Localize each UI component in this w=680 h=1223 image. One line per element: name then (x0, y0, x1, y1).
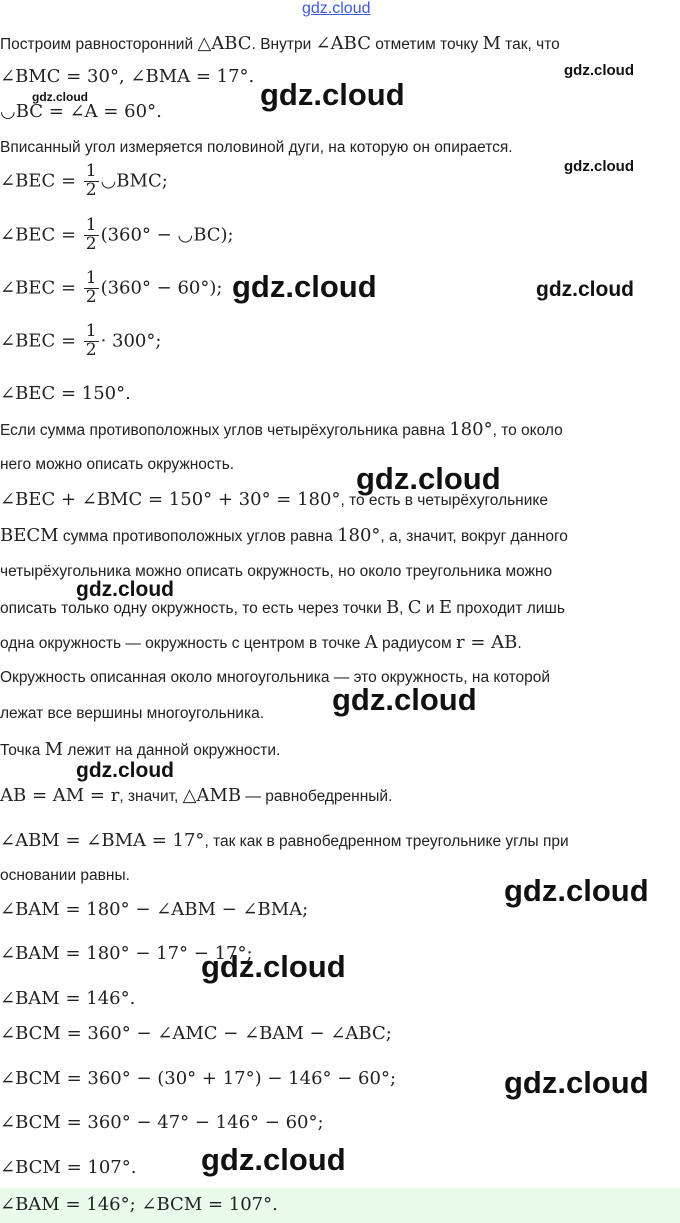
text: — равнобедренный. (241, 788, 393, 805)
text: , так как в равнобедренном треугольнике углы при (204, 833, 569, 850)
watermark: gdz.cloud (332, 682, 477, 717)
math: ∠BEC + ∠BMC = 150° + 30° = 180° (0, 489, 341, 510)
text-line: лежат все вершины многоугольника. (0, 705, 265, 722)
math-line: ∠BCM = 360° − ∠AMC − ∠BAM − ∠ABC; (0, 1023, 392, 1044)
numerator: 1 (85, 268, 97, 288)
math-line (0, 323, 161, 360)
watermark: gdz.cloud (76, 578, 174, 601)
text-line (0, 785, 392, 806)
math-line (0, 217, 234, 254)
math: AB = AM = r (0, 785, 120, 806)
math: ∠BEC = (0, 330, 82, 352)
math: ∠ABC (315, 33, 371, 54)
watermark: gdz.cloud (536, 278, 634, 301)
text: . (517, 635, 522, 652)
math: △AMB (182, 785, 242, 806)
math: ◡BMC; (100, 170, 168, 192)
watermark: gdz.cloud (32, 90, 88, 104)
math-line: ◡BC = ∠A = 60°. (0, 101, 162, 122)
denominator: 2 (85, 339, 97, 360)
watermark: gdz.cloud (201, 949, 346, 984)
denominator: 2 (85, 179, 97, 200)
text: . Внутри (251, 36, 316, 53)
math: ∠BEC = (0, 224, 82, 246)
watermark-top: gdz.cloud (302, 0, 371, 17)
math: ∠BEC = (0, 170, 82, 192)
text-line: него можно описать окружность. (0, 456, 235, 473)
math: M (44, 739, 64, 760)
fraction (84, 270, 99, 307)
text: радиусом (377, 635, 457, 652)
math: 180° (449, 419, 493, 440)
text-line: Окружность описанная около многоугольника — это окружность, на которой (0, 669, 551, 686)
math-line: ∠BCM = 360° − (30° + 17°) − 146° − 60°; (0, 1068, 397, 1089)
watermark: gdz.cloud (232, 269, 377, 304)
math-line: ∠BAM = 146°. (0, 988, 136, 1009)
math-line: ∠BCM = 360° − 47° − 146° − 60°; (0, 1112, 324, 1133)
text: одна окружность — окружность с центром в точке (0, 635, 365, 652)
text-line (0, 525, 568, 546)
text: , значит, (119, 788, 183, 805)
text: Точка (0, 742, 45, 759)
text: Если сумма противоположных углов четырёхугольника равна (0, 422, 450, 439)
text: так, что (500, 36, 560, 53)
watermark: gdz.cloud (201, 1142, 346, 1177)
text-line (0, 419, 563, 440)
text-line (0, 830, 569, 851)
math-line: ∠BEC = 150°. (0, 383, 131, 404)
text: лежит на данной окружности. (63, 742, 281, 759)
math: C (407, 597, 422, 618)
denominator: 2 (85, 286, 97, 307)
watermark: gdz.cloud (76, 759, 174, 782)
text: описать только одну окружность, то есть через точки (0, 600, 386, 617)
math: △ABC (197, 33, 252, 54)
math-line: ∠BCM = 107°. (0, 1157, 137, 1178)
text: Построим равносторонний (0, 36, 198, 53)
text: и (421, 600, 439, 617)
watermark: gdz.cloud (260, 77, 405, 112)
numerator: 1 (85, 161, 97, 181)
math: r = AB (456, 632, 518, 653)
text-line (0, 489, 548, 510)
math-line (0, 270, 222, 307)
math-line: ∠BAM = 180° − ∠ABM − ∠BMA; (0, 899, 309, 920)
text-line (0, 33, 560, 54)
math: M (482, 33, 501, 54)
watermark: gdz.cloud (356, 461, 501, 496)
text-line: Вписанный угол измеряется половиной дуги, на которую он опирается. (0, 139, 513, 156)
math: ∠ABM = ∠BMA = 17° (0, 830, 205, 851)
math: (360° − ◡BC); (100, 224, 234, 246)
text-line: основании равны. (0, 867, 130, 884)
math: E (438, 597, 452, 618)
text: , то есть в четырёхугольнике (340, 492, 548, 509)
text-line: четырёхугольника можно описать окружность, но около треугольника можно (0, 563, 553, 580)
math-line: ∠BAM = 180° − 17° − 17°; (0, 943, 253, 964)
text: , (399, 600, 408, 617)
watermark: gdz.cloud (504, 1065, 649, 1100)
fraction (84, 323, 99, 360)
denominator: 2 (85, 233, 97, 254)
numerator: 1 (85, 215, 97, 235)
watermark: gdz.cloud (564, 158, 634, 175)
watermark: gdz.cloud (504, 873, 649, 908)
fraction (84, 217, 99, 254)
text: сумма противоположных углов равна (58, 528, 338, 545)
math-line (0, 163, 168, 200)
text-line (0, 739, 280, 760)
text: , а, значит, вокруг данного (380, 528, 568, 545)
watermark: gdz.cloud (564, 62, 634, 79)
text-line (0, 597, 565, 618)
math: 180° (337, 525, 381, 546)
math: · 300°; (100, 330, 162, 352)
math-line: ∠BMC = 30°, ∠BMA = 17°. (0, 66, 255, 87)
fraction (84, 163, 99, 200)
math: BECM (0, 525, 59, 546)
text: , то около (492, 422, 563, 439)
math: (360° − 60°); (100, 277, 223, 299)
text: отметим точку (370, 36, 483, 53)
math: ∠BEC = (0, 277, 82, 299)
math: A (364, 632, 378, 653)
text: проходит лишь (452, 600, 565, 617)
answer-text: ∠BAM = 146°; ∠BCM = 107°. (0, 1194, 278, 1215)
math: B (385, 597, 400, 618)
text-line (0, 632, 522, 653)
numerator: 1 (85, 321, 97, 341)
